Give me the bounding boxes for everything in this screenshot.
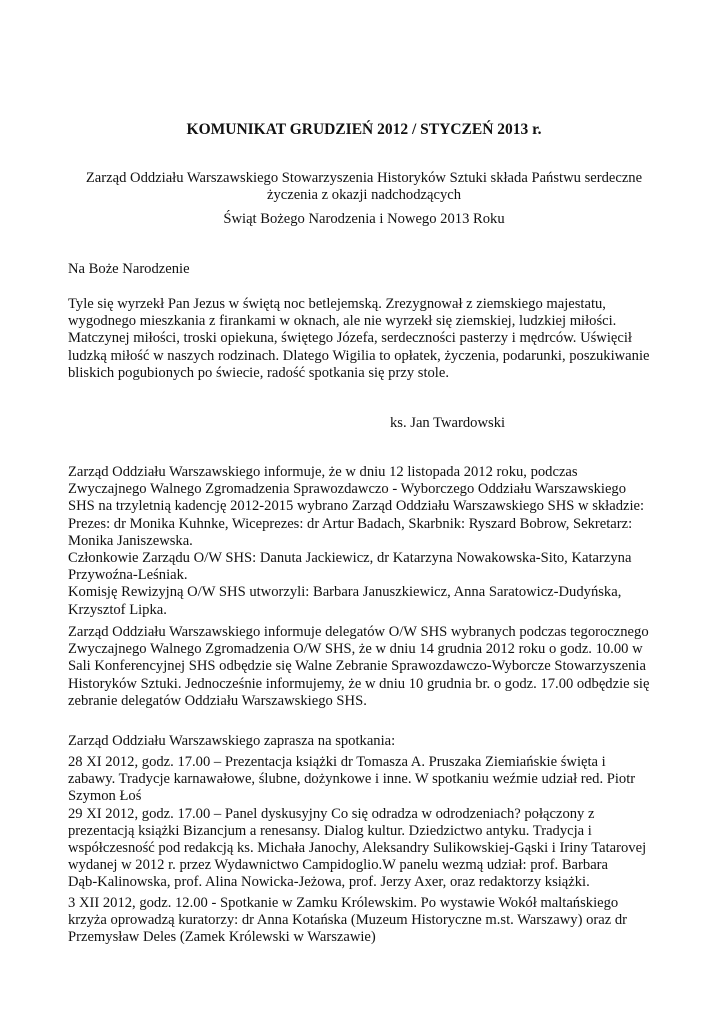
- event-line: wydanej w 2012 r. przez Wydawnictwo Campidoglio.W panelu wezmą udział: prof. Barbara: [68, 857, 609, 874]
- text-line: Zwyczajnego Walnego Zgromadzenia Sprawozdawczo - Wyborczego Oddziału Warszawskiego: [68, 481, 627, 498]
- greeting-line: życzenia z okazji nadchodzących: [266, 187, 462, 204]
- announcement-delegates: [68, 624, 660, 710]
- text-line: Przywoźna-Leśniak.: [68, 567, 188, 584]
- poem-line: Matczynej miłości, troski opiekuna, świętego Józefa, serdeczności pasterzy i mędrców. Uświęcił: [68, 330, 632, 347]
- event-line: Szymon Łoś: [68, 788, 142, 805]
- text-line: Monika Janiszewska.: [68, 532, 193, 549]
- text-line: Prezes: dr Monika Kuhnke, Wiceprezes: dr Artur Badach, Skarbnik: Ryszard Bobrow, Sekretarz:: [68, 515, 633, 532]
- text-line: Zwyczajnego Walnego Zgromadzenia O/W SHS, że w dniu 14 grudnia 2012 roku o godz. 10.00 w: [68, 641, 643, 658]
- text-line: zebranie delegatów Oddziału Warszawskiego SHS.: [68, 692, 367, 709]
- greeting-paragraph: [68, 170, 660, 204]
- poem-line: ludzką miłość w naszych rodzinach. Dlatego Wigilia to opłatek, życzenia, podarunki, poszukiwanie: [68, 347, 650, 364]
- poem-line: bliskich pogubionych po świecie, radość spotkania się przy stole.: [68, 364, 449, 381]
- events-list-castle: [68, 895, 660, 947]
- page-title: KOMUNIKAT GRUDZIEŃ 2012 / STYCZEŃ 2013 r.: [186, 121, 542, 138]
- text-line: Zarząd Oddziału Warszawskiego informuje delegatów O/W SHS wybranych podczas tegorocznego: [68, 624, 649, 640]
- text-line: Członkowie Zarządu O/W SHS: Danuta Jackiewicz, dr Katarzyna Nowakowska-Sito, Katarzyna: [68, 550, 632, 567]
- event-line: zabawy. Tradycje karnawałowe, ślubne, dożynkowe i inne. W spotkaniu weźmie udział red. Piotr: [68, 771, 636, 788]
- announcement-election: [68, 464, 660, 619]
- text-line: Krzysztof Lipka.: [68, 601, 167, 618]
- events-list: [68, 754, 660, 892]
- event-line: 3 XII 2012, godz. 12.00 - Spotkanie w Zamku Królewskim. Po wystawie Wokół maltańskiego: [68, 895, 619, 911]
- holiday-heading: Świąt Bożego Narodzenia i Nowego 2013 Roku: [223, 211, 505, 227]
- event-line: krzyża oprowadzą kuratorzy: dr Anna Kotańska (Muzeum Historyczne m.st. Warszawy) oraz dr: [68, 912, 627, 929]
- event-line: 29 XI 2012, godz. 17.00 – Panel dyskusyjny Co się odradza w odrodzeniach? połączony z: [68, 805, 595, 822]
- event-line: współczesność pod redakcją ks. Michała Janochy, Aleksandry Sulikowskiej-Gąski i Iriny Tatarovej: [68, 840, 647, 857]
- greeting-line: Zarząd Oddziału Warszawskiego Stowarzyszenia Historyków Sztuki składa Państwu serdeczne: [85, 170, 643, 186]
- event-line: 28 XI 2012, godz. 17.00 – Prezentacja książki dr Tomasza A. Pruszaka Ziemiańskie święta i: [68, 754, 606, 770]
- poem-title: Na Boże Narodzenie: [68, 261, 190, 277]
- text-line: Zarząd Oddziału Warszawskiego informuje, że w dniu 12 listopada 2012 roku, podczas: [68, 464, 578, 480]
- event-line: prezentacją książki Bizancjum a renesansy. Dialog kultur. Dziedzictwo antyku. Tradycja i: [68, 822, 592, 839]
- poem-line: Tyle się wyrzekł Pan Jezus w świętą noc betlejemską. Zrezygnował z ziemskiego majestatu,: [68, 296, 606, 312]
- poem-line: wygodnego mieszkania z firankami w oknach, ale nie wyrzekł się ziemskiej, ludzkiej miłości.: [68, 313, 617, 330]
- text-line: Historyków Sztuki. Jednocześnie informujemy, że w dniu 10 grudnia br. o godz. 17.00 odbędzie się: [68, 675, 650, 692]
- text-line: SHS na trzyletnią kadencję 2012-2015 wybrano Zarząd Oddziału Warszawskiego SHS w składzie:: [68, 498, 645, 515]
- invite-heading: Zarząd Oddziału Warszawskiego zaprasza na spotkania:: [68, 733, 396, 749]
- text-line: Sali Konferencyjnej SHS odbędzie się Walne Zebranie Sprawozdawczo-Wyborcze Stowarzyszenia: [68, 658, 646, 675]
- text-line: Komisję Rewizyjną O/W SHS utworzyli: Barbara Januszkiewicz, Anna Saratowicz-Dudyńska,: [68, 584, 622, 601]
- poem-paragraph: [68, 296, 660, 382]
- signature: ks. Jan Twardowski: [390, 415, 506, 431]
- event-line: Przemysław Deles (Zamek Królewski w Warszawie): [68, 929, 376, 946]
- event-line: Dąb-Kalinowska, prof. Alina Nowicka-Jeżowa, prof. Jerzy Axer, oraz redaktorzy książki.: [68, 874, 590, 891]
